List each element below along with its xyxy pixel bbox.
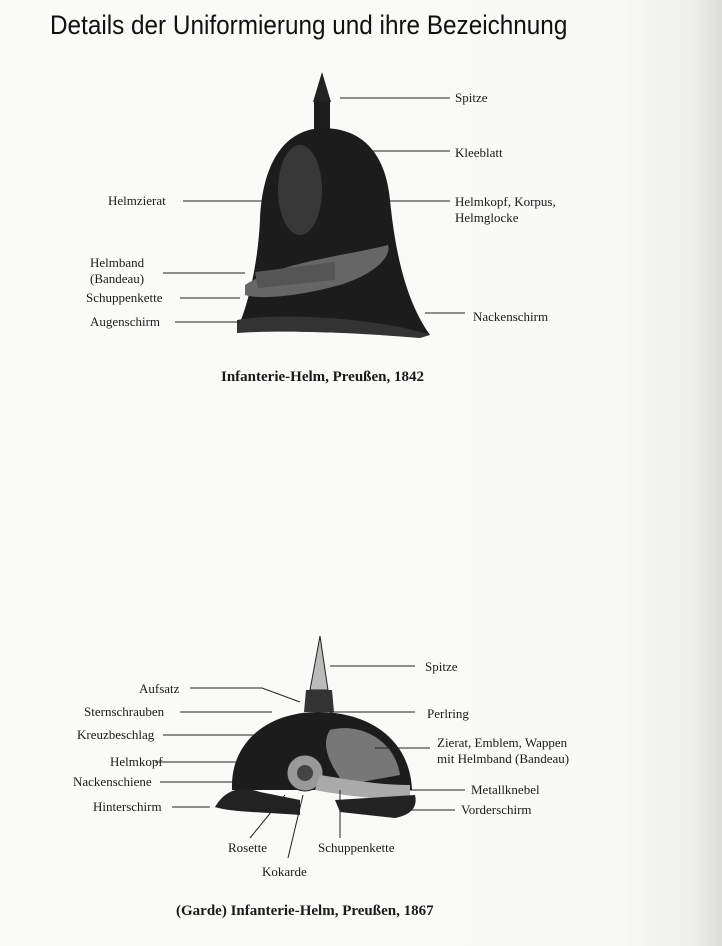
label-helmband-bandeau: mit Helmband (Bandeau) (437, 751, 570, 766)
label-kleeblatt: Kleeblatt (455, 145, 503, 160)
label-schuppenkette-1842: Schuppenkette (86, 290, 163, 305)
label-aufsatz: Aufsatz (139, 681, 180, 696)
label-helmkopf-1867: Helmkopf (110, 754, 163, 769)
label-nackenschirm: Nackenschirm (473, 309, 549, 324)
label-perlring: Perlring (427, 706, 469, 721)
label-bandeau: (Bandeau) (90, 271, 145, 286)
label-spitze-1867: Spitze (425, 659, 458, 674)
caption-helmet-1867: (Garde) Infanterie-Helm, Preußen, 1867 (176, 903, 434, 919)
helmet-1842-illustration (237, 72, 430, 338)
label-helmkopf-korpus: Helmkopf, Korpus, (455, 194, 556, 209)
label-helmband: Helmband (90, 255, 145, 270)
caption-helmet-1842: Infanterie-Helm, Preußen, 1842 (221, 369, 425, 385)
label-helmzierat: Helmzierat (108, 193, 166, 208)
helmet-1867-illustration (215, 636, 416, 818)
label-vorderschirm: Vorderschirm (461, 802, 532, 817)
label-zierat-emblem: Zierat, Emblem, Wappen (437, 735, 568, 750)
page-title: Details der Uniformierung und ihre Bezeichnung (50, 10, 568, 40)
label-sternschrauben: Sternschrauben (84, 704, 165, 719)
label-rosette: Rosette (228, 840, 267, 855)
label-metallknebel: Metallknebel (471, 782, 540, 797)
label-helmglocke: Helmglocke (455, 210, 519, 225)
label-hinterschirm: Hinterschirm (93, 799, 162, 814)
label-spitze-1842: Spitze (455, 90, 488, 105)
label-schuppenkette-1867: Schuppenkette (318, 840, 395, 855)
label-augenschirm: Augenschirm (90, 314, 161, 329)
label-kreuzbeschlag: Kreuzbeschlag (77, 727, 155, 742)
label-nackenschiene: Nackenschiene (73, 774, 152, 789)
label-kokarde: Kokarde (262, 864, 307, 879)
